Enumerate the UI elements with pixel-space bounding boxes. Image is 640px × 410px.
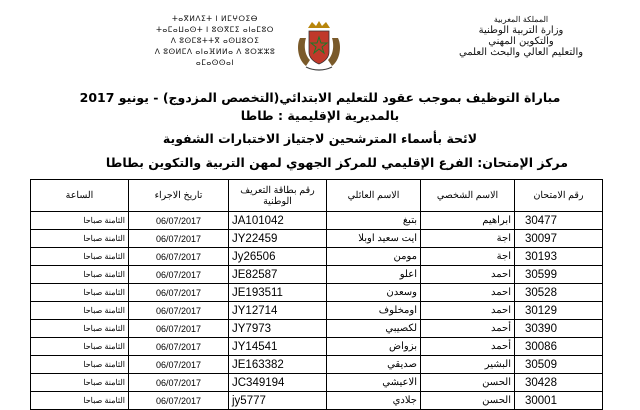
- cell-time: الثامنة صباحا: [31, 230, 129, 248]
- header-exam-number: رقم الامتحان: [515, 180, 603, 212]
- cell-time: الثامنة صباحا: [31, 338, 129, 356]
- cell-first-name: البشير: [421, 356, 515, 374]
- cell-first-name: الحسن: [421, 392, 515, 410]
- cell-family-name: ايت سعيد اوبلا: [327, 230, 421, 248]
- cell-time: الثامنة صباحا: [31, 392, 129, 410]
- cell-family-name: جلادي: [327, 392, 421, 410]
- cell-cin: JE82587: [229, 266, 327, 284]
- cell-cin: JE163382: [229, 356, 327, 374]
- ministry-line: ⴷ ⵓⵙⵍⵎⴷ ⴰⵏⴰⴼⵍⵍⴰ ⴷ ⵓⵔⵣⵣⵓ ⴰⵎⴰⵙⵙⴰⵏ: [154, 47, 276, 67]
- cell-date: 06/07/2017: [129, 338, 229, 356]
- cell-cin: JA101042: [229, 212, 327, 230]
- cell-family-name: الاعيشي: [327, 374, 421, 392]
- table-row: [31, 392, 603, 410]
- ministry-line: وزارة التربية الوطنية: [478, 25, 564, 36]
- table-row: [31, 320, 603, 338]
- cell-time: الثامنة صباحا: [31, 320, 129, 338]
- cell-first-name: اجة: [421, 230, 515, 248]
- exam-center: مركز الإمتحان: الفرع الإقليمي للمركز الجهوي لمهن التربية والتكوين بطاطا: [105, 155, 568, 170]
- table-header-row: [31, 180, 603, 212]
- cell-exam-number: 30086: [515, 338, 603, 356]
- cell-family-name: وسعدن: [327, 284, 421, 302]
- cell-time: الثامنة صباحا: [31, 248, 129, 266]
- ministry-line: ⴷ ⵓⵙⵎⵓⵜⵜⴳ ⴰⵙⵡⵓⵔⵉ: [170, 36, 260, 45]
- cell-first-name: احمد: [421, 284, 515, 302]
- table-row: [31, 248, 603, 266]
- table-row: [31, 212, 603, 230]
- cell-family-name: بزواض: [327, 338, 421, 356]
- morocco-coat-of-arms-icon: [294, 20, 344, 72]
- cell-cin: JE193511: [229, 284, 327, 302]
- ministry-line: المملكة المغربية: [493, 15, 549, 24]
- cell-first-name: اجة: [421, 248, 515, 266]
- page-title: مباراة التوظيف بموجب عقود للتعليم الابتدائي(التخصص المزدوج) - يونيو 2017: [79, 90, 561, 105]
- cell-exam-number: 30428: [515, 374, 603, 392]
- ministry-header-arabic: [446, 14, 596, 58]
- cell-date: 06/07/2017: [129, 230, 229, 248]
- cell-cin: JC349194: [229, 374, 327, 392]
- cell-date: 06/07/2017: [129, 392, 229, 410]
- cell-family-name: بتبغ: [327, 212, 421, 230]
- cell-exam-number: 30193: [515, 248, 603, 266]
- cell-exam-number: 30097: [515, 230, 603, 248]
- table-row: [31, 338, 603, 356]
- cell-exam-number: 30509: [515, 356, 603, 374]
- table-row: [31, 266, 603, 284]
- header-time: الساعة: [31, 180, 129, 212]
- cell-exam-number: 30390: [515, 320, 603, 338]
- cell-date: 06/07/2017: [129, 374, 229, 392]
- cell-exam-number: 30528: [515, 284, 603, 302]
- header-family-name: الاسم العائلي: [327, 180, 421, 212]
- cell-first-name: احمد: [421, 302, 515, 320]
- table-row: [31, 302, 603, 320]
- table-row: [31, 230, 603, 248]
- list-title: لائحة بأسماء المترشحين لاجتياز الاختبارات الشفوية: [162, 131, 478, 146]
- cell-time: الثامنة صباحا: [31, 356, 129, 374]
- cell-exam-number: 30599: [515, 266, 603, 284]
- cell-first-name: أحمد: [421, 320, 515, 338]
- cell-first-name: احمد: [421, 266, 515, 284]
- cell-exam-number: 30001: [515, 392, 603, 410]
- cell-time: الثامنة صباحا: [31, 302, 129, 320]
- cell-date: 06/07/2017: [129, 302, 229, 320]
- cell-first-name: ابراهيم: [421, 212, 515, 230]
- table-row: [31, 374, 603, 392]
- cell-time: الثامنة صباحا: [31, 374, 129, 392]
- cell-family-name: مومن: [327, 248, 421, 266]
- cell-first-name: الحسن: [421, 374, 515, 392]
- directorate-subtitle: بالمديرية الإقليمية : طاطا: [240, 108, 400, 123]
- cell-time: الثامنة صباحا: [31, 212, 129, 230]
- table-row: [31, 284, 603, 302]
- cell-first-name: أحمد: [421, 338, 515, 356]
- table-row: [31, 356, 603, 374]
- header-date: تاريخ الاجراء: [129, 180, 229, 212]
- header-first-name: الاسم الشخصي: [421, 180, 515, 212]
- cell-cin: JY12714: [229, 302, 327, 320]
- ministry-line: والتعليم العالي والبحث العلمي: [458, 47, 584, 58]
- cell-family-name: صديقي: [327, 356, 421, 374]
- cell-date: 06/07/2017: [129, 284, 229, 302]
- cell-exam-number: 30477: [515, 212, 603, 230]
- cell-family-name: اعلو: [327, 266, 421, 284]
- cell-cin: jy5777: [229, 392, 327, 410]
- cell-date: 06/07/2017: [129, 212, 229, 230]
- cell-cin: JY14541: [229, 338, 327, 356]
- ministry-line: ⵜⴰⵎⴰⵡⴰⵙⵜ ⵏ ⵓⵙⴳⵎⵉ ⴰⵏⴰⵎⵓⵔ: [156, 25, 274, 34]
- cell-cin: JY22459: [229, 230, 327, 248]
- cell-date: 06/07/2017: [129, 320, 229, 338]
- cell-cin: JY7973: [229, 320, 327, 338]
- cell-family-name: اومخلوف: [327, 302, 421, 320]
- cell-date: 06/07/2017: [129, 356, 229, 374]
- ministry-header-tifinagh: [140, 13, 290, 68]
- ministry-line: والتكوين المهني: [488, 36, 554, 47]
- cell-time: الثامنة صباحا: [31, 284, 129, 302]
- cell-exam-number: 30129: [515, 302, 603, 320]
- candidates-table: [30, 179, 603, 410]
- cell-date: 06/07/2017: [129, 266, 229, 284]
- cell-cin: Jy26506: [229, 248, 327, 266]
- ministry-line: ⵜⴰⴳⵍⴷⵉⵜ ⵏ ⵍⵎⵖⵔⵉⴱ: [172, 14, 258, 23]
- cell-family-name: لكصيبي: [327, 320, 421, 338]
- cell-time: الثامنة صباحا: [31, 266, 129, 284]
- cell-date: 06/07/2017: [129, 248, 229, 266]
- header-cin: رقم بطاقة التعريف الوطنية: [229, 180, 327, 212]
